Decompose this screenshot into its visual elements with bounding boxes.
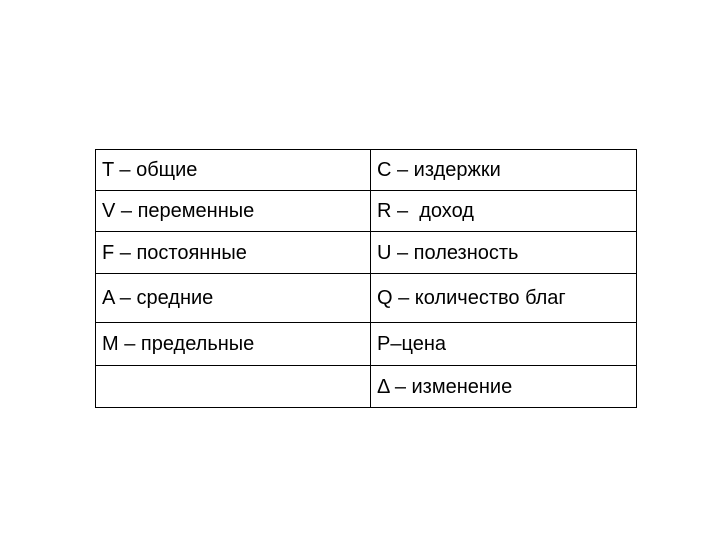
table-cell: A – средние [96,274,371,323]
notation-table [95,149,637,408]
table-cell: Q – количество благ [371,274,637,323]
table-cell [96,366,371,408]
table-row [96,191,637,232]
table-cell: R – доход [371,191,637,232]
table-row [96,232,637,274]
table-row [96,323,637,366]
table-cell: T – общие [96,150,371,191]
table-cell: M – предельные [96,323,371,366]
table-cell: Δ – изменение [371,366,637,408]
table-row [96,150,637,191]
table-cell: U – полезность [371,232,637,274]
table-row [96,366,637,408]
table-cell: C – издержки [371,150,637,191]
table-cell: P–цена [371,323,637,366]
table-cell: V – переменные [96,191,371,232]
table-row [96,274,637,323]
table-cell: F – постоянные [96,232,371,274]
